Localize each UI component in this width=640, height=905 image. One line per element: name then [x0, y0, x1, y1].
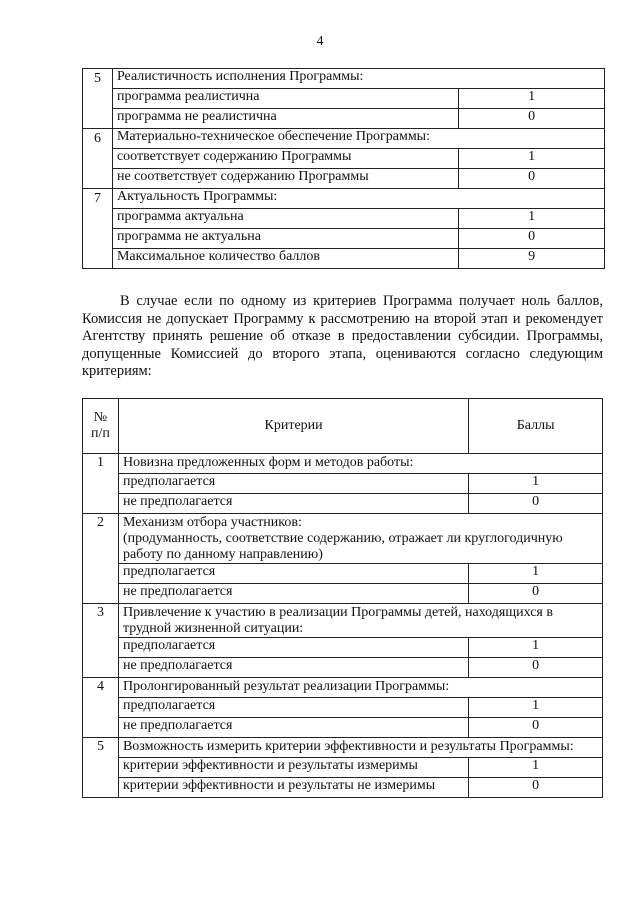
- criterion-row: [83, 604, 603, 638]
- criterion-number: 1: [83, 454, 119, 514]
- criterion-title: Реалистичность исполнения Программы:: [112, 69, 604, 89]
- criterion-row: [83, 454, 603, 474]
- page-number: 4: [316, 34, 324, 49]
- option-row: [83, 169, 605, 189]
- option-label: критерии эффективности и результаты измеримы: [118, 758, 468, 778]
- option-label: соответствует содержанию Программы: [112, 149, 458, 169]
- option-label: предполагается: [118, 474, 468, 494]
- criterion-row: [83, 514, 603, 564]
- paragraph-text: В случае если по одному из критериев Программа получает ноль баллов, Комиссия не допускает Программу к рассмотрению на второй этап и рекомендует Агентству принять решение об отказе в предоставлении субсидии. Программы, допущенные Комиссией до второго этапа, оцениваются согласно следующим критериям:: [82, 293, 603, 379]
- option-score: 1: [469, 698, 603, 718]
- criterion-title: Актуальность Программы:: [112, 189, 604, 209]
- option-row: [83, 698, 603, 718]
- total-score: 9: [459, 249, 605, 269]
- total-row: [83, 249, 605, 269]
- option-row: [83, 149, 605, 169]
- criterion-row: [83, 738, 603, 758]
- option-score: 1: [469, 474, 603, 494]
- option-label: программа не актуальна: [112, 229, 458, 249]
- criterion-title: Механизм отбора участников:: [122, 515, 302, 530]
- option-score: 0: [469, 658, 603, 678]
- criteria-table-second-stage: [82, 398, 603, 798]
- option-label: программа не реалистична: [112, 109, 458, 129]
- table-header-row: [83, 399, 603, 454]
- option-row: [83, 584, 603, 604]
- option-row: [83, 658, 603, 678]
- option-label: критерии эффективности и результаты не измеримы: [118, 778, 468, 798]
- option-score: 0: [469, 718, 603, 738]
- criterion-title: Привлечение к участию в реализации Программы детей, находящихся в трудной жизненной ситуации:: [118, 604, 602, 638]
- option-row: [83, 638, 603, 658]
- option-row: [83, 494, 603, 514]
- option-score: 0: [469, 584, 603, 604]
- option-score: 1: [459, 209, 605, 229]
- criterion-row: [83, 678, 603, 698]
- option-label: предполагается: [118, 564, 468, 584]
- criterion-number: 7: [83, 189, 113, 269]
- header-criteria: Критерии: [118, 399, 468, 454]
- option-row: [83, 474, 603, 494]
- criterion-title: Новизна предложенных форм и методов работы:: [118, 454, 602, 474]
- criterion-number: 2: [83, 514, 119, 604]
- body-paragraph: [82, 293, 603, 381]
- option-score: 0: [459, 109, 605, 129]
- option-score: 0: [469, 778, 603, 798]
- option-row: [83, 229, 605, 249]
- option-score: 0: [459, 229, 605, 249]
- option-label: предполагается: [118, 638, 468, 658]
- option-row: [83, 109, 605, 129]
- criterion-title: Пролонгированный результат реализации Программы:: [118, 678, 602, 698]
- header-score: Баллы: [469, 399, 603, 454]
- criterion-row: [83, 129, 605, 149]
- criterion-title-cell: [118, 514, 602, 564]
- criterion-title: Материально-техническое обеспечение Программы:: [112, 129, 604, 149]
- option-label: не предполагается: [118, 584, 468, 604]
- option-label: не предполагается: [118, 494, 468, 514]
- option-label: не предполагается: [118, 658, 468, 678]
- option-label: не предполагается: [118, 718, 468, 738]
- criterion-row: [83, 189, 605, 209]
- criterion-number: 5: [83, 69, 113, 129]
- option-row: [83, 778, 603, 798]
- total-label: Максимальное количество баллов: [112, 249, 458, 269]
- criterion-subtitle: (продуманность, соответствие содержанию, отражает ли круглогодичную работу по данному направлению): [122, 531, 563, 562]
- option-label: программа реалистична: [112, 89, 458, 109]
- criterion-number: 5: [83, 738, 119, 798]
- criterion-title: Возможность измерить критерии эффективности и результаты Программы:: [118, 738, 602, 758]
- option-score: 0: [459, 169, 605, 189]
- option-score: 1: [469, 638, 603, 658]
- option-label: не соответствует содержанию Программы: [112, 169, 458, 189]
- option-row: [83, 718, 603, 738]
- option-score: 1: [459, 149, 605, 169]
- option-label: программа актуальна: [112, 209, 458, 229]
- criterion-number: 3: [83, 604, 119, 678]
- option-score: 1: [469, 758, 603, 778]
- criteria-table-first-stage: [82, 68, 605, 269]
- option-label: предполагается: [118, 698, 468, 718]
- header-num: № п/п: [83, 399, 119, 454]
- option-row: [83, 209, 605, 229]
- option-row: [83, 89, 605, 109]
- criterion-number: 4: [83, 678, 119, 738]
- option-row: [83, 758, 603, 778]
- option-score: 0: [469, 494, 603, 514]
- criterion-number: 6: [83, 129, 113, 189]
- option-score: 1: [469, 564, 603, 584]
- option-score: 1: [459, 89, 605, 109]
- option-row: [83, 564, 603, 584]
- criterion-row: [83, 69, 605, 89]
